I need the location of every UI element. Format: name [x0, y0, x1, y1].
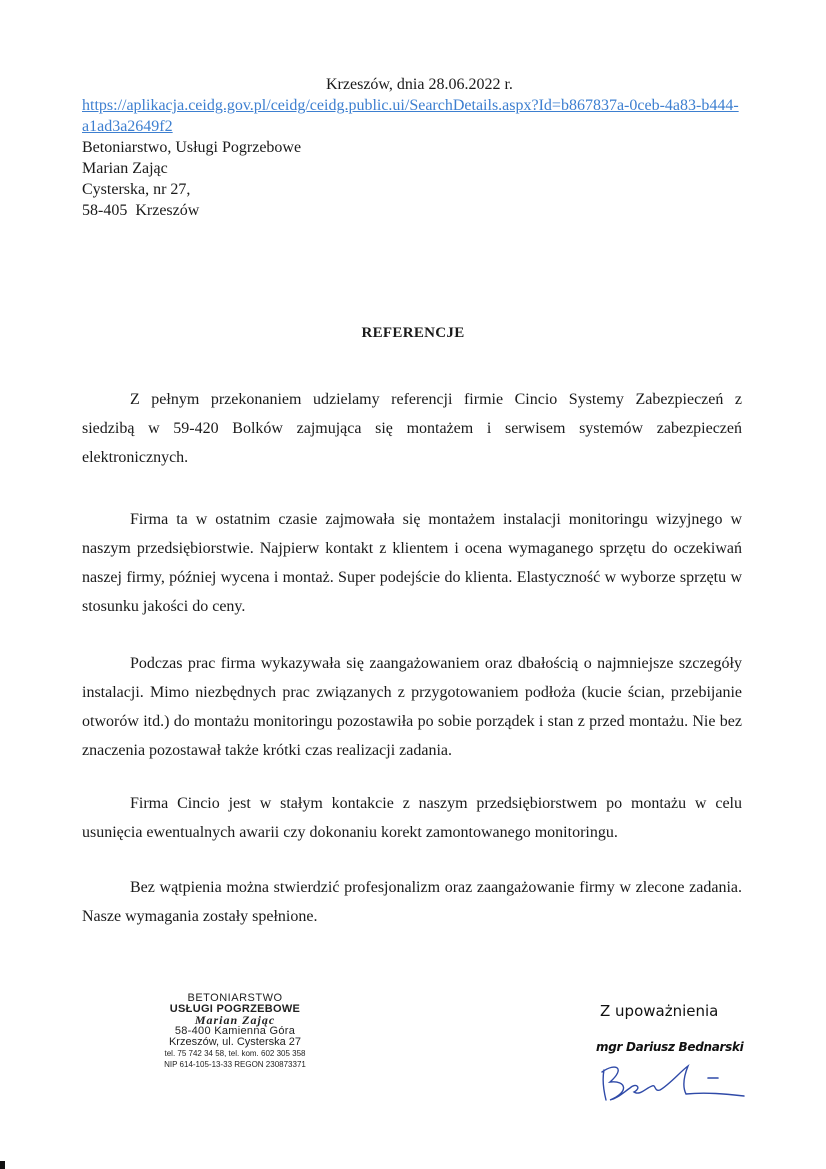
document-title: REFERENCJE — [361, 325, 465, 341]
paragraph-text: Bez wątpienia można stwierdzić profesjonalizm oraz zaangażowanie firmy w zlecone zadania. Nasze wymagania zostały spełnione. — [82, 879, 742, 925]
date-line: Krzeszów, dnia 28.06.2022 r. — [326, 76, 513, 93]
sender-city: 58-405 Krzeszów — [82, 202, 200, 219]
signature-stroke — [602, 1066, 744, 1100]
stamp-line: USŁUGI POGRZEBOWE — [169, 1003, 301, 1015]
stamp-line: Krzeszów, ul. Cysterska 27 — [168, 1036, 302, 1048]
scan-mark — [0, 1161, 5, 1169]
sender-company: Betoniarstwo, Usługi Pogrzebowe — [82, 139, 302, 156]
sender-name: Marian Zając — [82, 160, 168, 177]
paragraph-1 — [82, 385, 742, 472]
sender-address — [82, 137, 301, 221]
paragraph-2 — [82, 505, 742, 621]
signer-name: mgr Dariusz Bednarski — [596, 1040, 744, 1054]
paragraph-4 — [82, 789, 742, 847]
stamp-line: 58-400 Kamienna Góra — [174, 1025, 296, 1037]
paragraph-3 — [82, 649, 742, 765]
sender-street: Cysterska, nr 27, — [82, 181, 191, 198]
stamp-name: Marian Zając — [194, 1013, 276, 1027]
paragraph-5 — [82, 873, 742, 931]
stamp-line: BETONIARSTWO — [187, 992, 283, 1004]
paragraph-text: Firma ta w ostatnim czasie zajmowała się montażem instalacji monitoringu wizyjnego w naszym przedsiębiorstwie. Najpierw kontakt z klientem i ocena wymaganego sprzętu do oczekiwań naszej firmy, później wycena i montaż. Super podejście do klienta. Elastyczność w wyborze sprzętu w stosunku jakości do ceny. — [82, 511, 742, 615]
handwritten-signature — [596, 1058, 756, 1108]
company-stamp — [140, 993, 330, 1070]
stamp-nip-regon: NIP 614-105-13-33 REGON 230873371 — [164, 1060, 306, 1069]
paragraph-text: Podczas prac firma wykazywała się zaangażowaniem oraz dbałością o najmniejsze szczegóły instalacji. Mimo niezbędnych prac związanych z przygotowaniem podłoża (kucie ścian, przebijanie otworów itd.) do montażu monitoringu pozostawiła po sobie porządek i stan z przed montażu. Nie bez znaczenia pozostawał także krótki czas realizacji zadania. — [82, 655, 742, 759]
paragraph-text: Firma Cincio jest w stałym kontakcie z naszym przedsiębiorstwem po montażu w celu usunięcia ewentualnych awarii czy dokonaniu korekt zamontowanego monitoringu. — [82, 795, 742, 841]
ceidg-link[interactable]: https://aplikacja.ceidg.gov.pl/ceidg/ceidg.public.ui/SearchDetails.aspx?Id=b867837a-0ceb-4a83-b444-a1ad3a2649f2 — [82, 97, 739, 135]
paragraph-text: Z pełnym przekonaniem udzielamy referencji firmie Cincio Systemy Zabezpieczeń z siedzibą w 59-420 Bolków zajmująca się montażem i serwisem systemów zabezpieczeń elektronicznych. — [82, 391, 742, 466]
authorization-label: Z upoważnienia — [600, 1002, 719, 1020]
stamp-phone: tel. 75 742 34 58, tel. kom. 602 305 358 — [164, 1049, 306, 1058]
